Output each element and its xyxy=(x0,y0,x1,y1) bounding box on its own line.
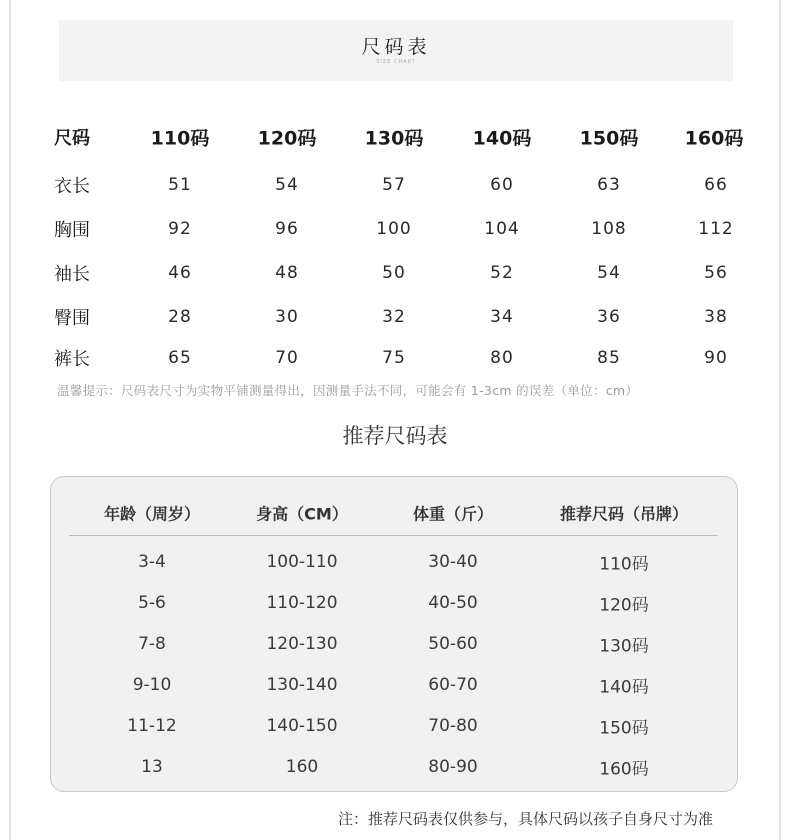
size-cell: 75 xyxy=(382,348,406,368)
size-cell: 70 xyxy=(275,348,299,368)
size-header-140: 140码 xyxy=(472,127,532,150)
recommend-header-divider xyxy=(69,535,718,536)
recommend-cell: 7-8 xyxy=(138,634,166,654)
size-row-label: 臀围 xyxy=(54,308,90,329)
recommend-cell: 120码 xyxy=(599,595,649,616)
recommend-cell: 40-50 xyxy=(428,593,478,613)
recommend-cell: 70-80 xyxy=(428,716,478,736)
recommend-cell: 140-150 xyxy=(266,716,338,736)
size-cell: 30 xyxy=(275,307,299,327)
size-table xyxy=(0,0,790,380)
size-cell: 32 xyxy=(382,307,406,327)
size-header-160: 160码 xyxy=(684,127,744,150)
recommend-note: 注：推荐尺码表仅供参与，具体尺码以孩子自身尺寸为准 xyxy=(338,810,714,828)
size-cell: 108 xyxy=(591,219,627,239)
size-cell: 56 xyxy=(704,263,728,283)
recommend-title: 推荐尺码表 xyxy=(342,424,448,448)
size-cell: 57 xyxy=(382,175,406,195)
recommend-cell: 150码 xyxy=(599,718,649,739)
size-row-label: 袖长 xyxy=(54,264,90,285)
size-cell: 54 xyxy=(275,175,299,195)
recommend-cell: 11-12 xyxy=(127,716,177,736)
size-cell: 80 xyxy=(490,348,514,368)
size-row-label: 裤长 xyxy=(54,349,90,370)
recommend-cell: 80-90 xyxy=(428,757,478,777)
recommend-cell: 60-70 xyxy=(428,675,478,695)
recommend-cell: 50-60 xyxy=(428,634,478,654)
recommend-header-height: 身高（CM） xyxy=(256,504,348,524)
recommend-cell: 30-40 xyxy=(428,552,478,572)
size-cell: 50 xyxy=(382,263,406,283)
size-cell: 112 xyxy=(698,219,734,239)
size-chart-subtitle: SIZE CHART xyxy=(376,59,416,65)
size-header-150: 150码 xyxy=(579,127,639,150)
recommend-cell: 140码 xyxy=(599,677,649,698)
size-header-label: 尺码 xyxy=(54,128,90,149)
size-chart-title: 尺码表 xyxy=(361,36,431,58)
size-cell: 63 xyxy=(597,175,621,195)
size-cell: 100 xyxy=(376,219,412,239)
size-header-110: 110码 xyxy=(150,127,210,150)
size-cell: 66 xyxy=(704,175,728,195)
size-cell: 52 xyxy=(490,263,514,283)
size-row-label: 衣长 xyxy=(54,176,90,197)
size-cell: 46 xyxy=(168,263,192,283)
size-cell: 65 xyxy=(168,348,192,368)
recommend-cell: 5-6 xyxy=(138,593,166,613)
recommend-cell: 160码 xyxy=(599,759,649,780)
recommend-cell: 100-110 xyxy=(266,552,338,572)
recommend-cell: 160 xyxy=(285,757,319,777)
size-header-120: 120码 xyxy=(257,127,317,150)
recommend-header-weight: 体重（斤） xyxy=(412,504,494,524)
recommend-header-age: 年龄（周岁） xyxy=(103,504,201,524)
size-cell: 96 xyxy=(275,219,299,239)
size-header-130: 130码 xyxy=(364,127,424,150)
recommend-cell: 130码 xyxy=(599,636,649,657)
size-cell: 51 xyxy=(168,175,192,195)
size-row-label: 胸围 xyxy=(54,220,90,241)
size-cell: 60 xyxy=(490,175,514,195)
size-cell: 38 xyxy=(704,307,728,327)
recommend-header-size: 推荐尺码（吊牌） xyxy=(559,504,689,524)
size-cell: 48 xyxy=(275,263,299,283)
recommend-cell: 130-140 xyxy=(266,675,338,695)
size-cell: 36 xyxy=(597,307,621,327)
size-cell: 104 xyxy=(484,219,520,239)
size-cell: 85 xyxy=(597,348,621,368)
size-cell: 90 xyxy=(704,348,728,368)
recommend-cell: 110码 xyxy=(599,554,649,575)
size-cell: 28 xyxy=(168,307,192,327)
size-cell: 34 xyxy=(490,307,514,327)
size-cell: 54 xyxy=(597,263,621,283)
measurement-tip: 温馨提示：尺码表尺寸为实物平铺测量得出，因测量手法不同，可能会有 1-3cm 的误差（单位：cm） xyxy=(57,383,639,398)
recommend-cell: 120-130 xyxy=(266,634,338,654)
recommend-cell: 110-120 xyxy=(266,593,338,613)
recommend-cell: 3-4 xyxy=(138,552,166,572)
recommend-cell: 9-10 xyxy=(132,675,172,695)
size-cell: 92 xyxy=(168,219,192,239)
recommend-cell: 13 xyxy=(141,757,163,777)
